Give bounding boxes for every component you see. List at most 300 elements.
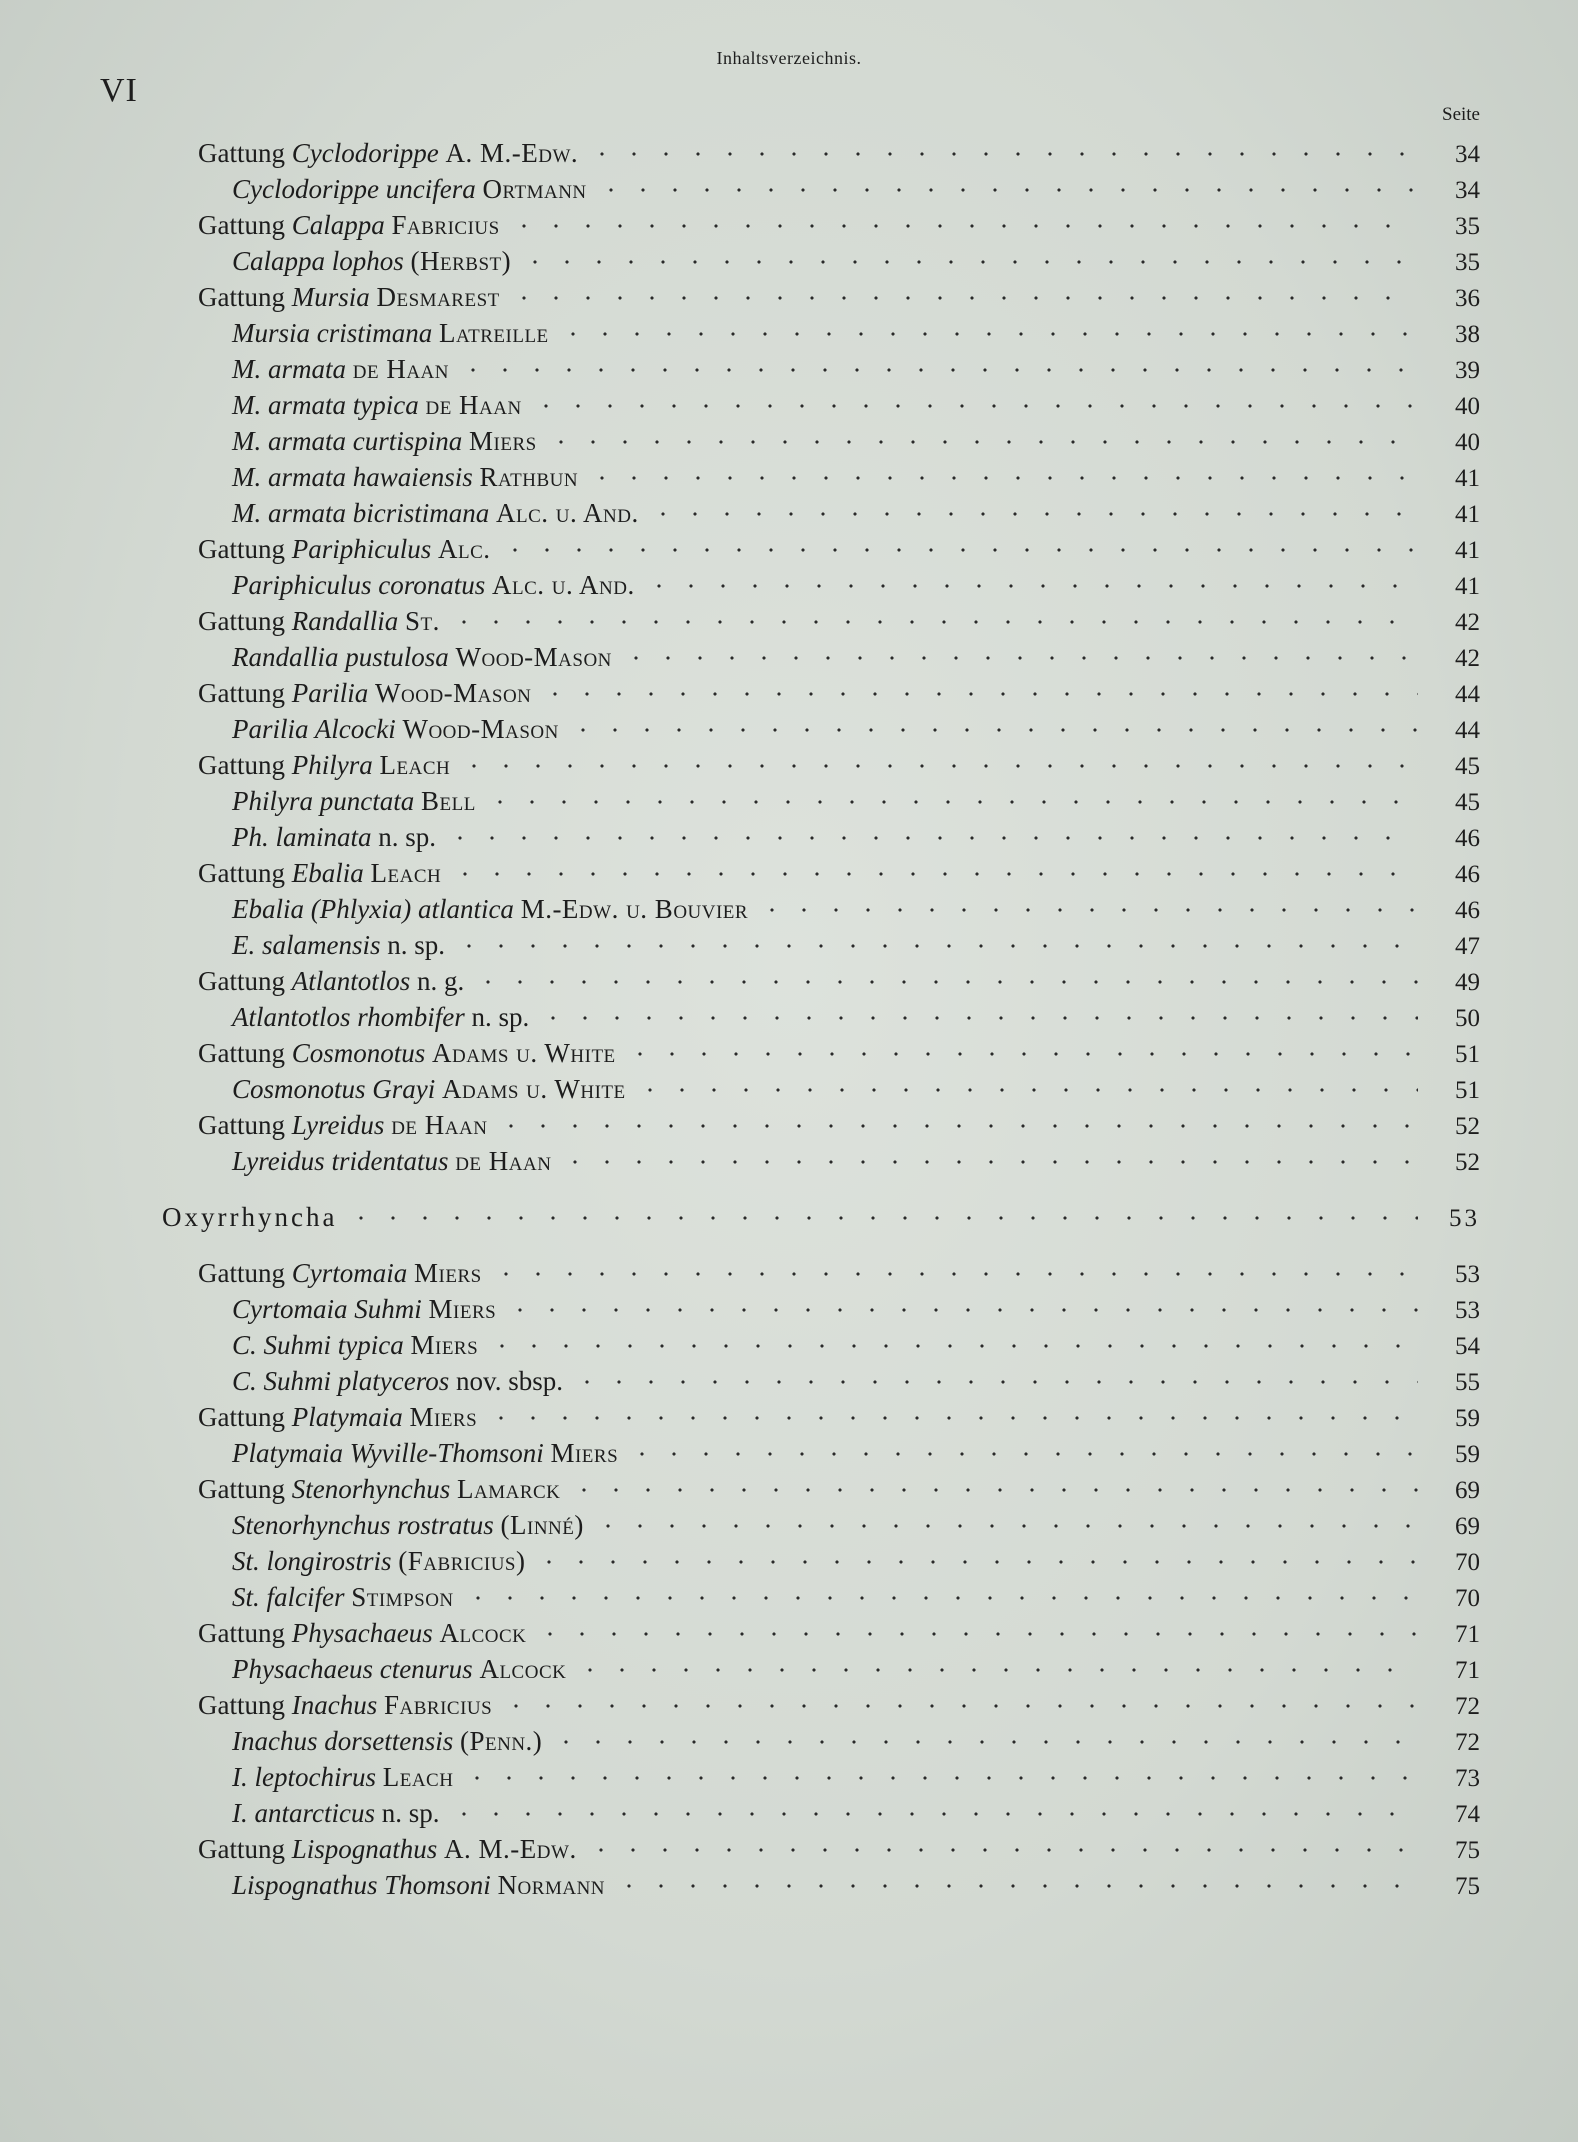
toc-species-entry [160,318,1480,354]
taxon-author: A. M.-Edw. [445,138,579,168]
taxon-author: Alc. u. And. [492,570,635,600]
dot-leader [448,618,1418,626]
taxon-name: Cyclodorippe [291,138,439,168]
toc-species-entry [160,462,1480,498]
entry-page-number: 35 [1455,213,1480,240]
entry-label [232,174,587,205]
taxon-author: de Haan [352,354,449,384]
dot-leader [571,1378,1418,1386]
dot-leader [545,438,1418,446]
toc-species-entry [160,714,1480,750]
entry-page-number: 69 [1455,1513,1480,1540]
entry-label [232,1654,566,1685]
entry-prefix: Gattung [198,1834,285,1864]
dot-leader [626,1450,1418,1458]
dot-leader [490,1270,1418,1278]
entry-label [198,1110,487,1141]
dot-leader [756,906,1418,914]
taxon-author: Lamarck [456,1474,561,1504]
toc-species-entry [160,1582,1480,1618]
entry-page-number: 53 [1455,1261,1480,1288]
taxon-name: C. Suhmi platyceros [232,1366,450,1396]
entry-prefix: Gattung [198,210,285,240]
taxon-author: M.-Edw. u. Bouvier [520,894,749,924]
toc-genus-entry [160,1402,1480,1438]
toc-species-entry [160,930,1480,966]
toc-genus-entry [160,606,1480,642]
taxon-name: Ph. laminata [232,822,372,852]
toc-species-entry [160,1330,1480,1366]
taxon-name: Pariphiculus coronatus [232,570,486,600]
entry-page-number: 42 [1455,609,1480,636]
taxon-author: Desmarest [376,282,500,312]
taxon-author: Leach [382,1762,454,1792]
taxon-author: Miers [428,1294,497,1324]
entry-page-number: 71 [1455,1621,1480,1648]
entry-label [232,354,449,385]
taxon-author: Normann [497,1870,606,1900]
taxon-name: E. salamensis [232,930,381,960]
entry-label [232,642,612,673]
entry-page-number: 70 [1455,1585,1480,1612]
toc-genus-entry [160,1474,1480,1510]
toc-species-entry [160,1870,1480,1906]
dot-leader [533,1558,1418,1566]
toc-species-entry [160,822,1480,858]
entry-label [198,534,491,565]
entry-label [198,282,500,313]
toc-species-entry [160,1366,1480,1402]
entry-prefix: Gattung [198,1038,285,1068]
dot-leader [592,1522,1418,1530]
entry-label [162,1202,337,1233]
entry-page-number: 35 [1455,249,1480,276]
entry-label [198,966,464,997]
entry-page-number: 75 [1455,1837,1480,1864]
entry-page-number: 69 [1455,1477,1480,1504]
toc-genus-entry [160,210,1480,246]
dot-leader [550,1738,1418,1746]
toc-species-entry [160,570,1480,606]
taxon-name: Cosmonotus [291,1038,426,1068]
entry-page-number: 40 [1455,393,1480,420]
entry-page-number: 41 [1455,501,1480,528]
dot-leader [508,222,1418,230]
taxon-author: Alcock [479,1654,567,1684]
entry-label [198,858,441,889]
taxon-name: M. armata curtispina [232,426,463,456]
entry-page-number: 45 [1455,789,1480,816]
entry-prefix: Gattung [198,1618,285,1648]
entry-label [198,1834,577,1865]
toc-genus-entry [160,678,1480,714]
entry-page-number: 46 [1455,861,1480,888]
entry-prefix: Gattung [198,678,285,708]
entry-page-number: 53 [1455,1297,1480,1324]
taxon-author: de Haan [391,1110,488,1140]
taxon-name: Inachus [291,1690,378,1720]
entry-page-number: 74 [1455,1801,1480,1828]
taxon-name: Ebalia (Phlyxia) atlantica [232,894,514,924]
entry-page-number: 47 [1455,933,1480,960]
taxon-author: Wood-Mason [402,714,559,744]
taxon-name: Philyra [291,750,373,780]
entry-prefix: Gattung [198,606,285,636]
taxon-name: Mursia [291,282,370,312]
taxon-name: Mursia cristimana [232,318,433,348]
dot-leader [472,978,1418,986]
entry-prefix: Gattung [198,858,285,888]
entry-page-number: 45 [1455,753,1480,780]
taxon-author: n. sp. [471,1002,530,1032]
toc-species-entry [160,426,1480,462]
toc-species-entry [160,390,1480,426]
taxon-name: Physachaeus ctenurus [232,1654,473,1684]
taxon-name: Platymaia [291,1402,403,1432]
entry-label [232,1074,626,1105]
taxon-author: Miers [410,1330,479,1360]
entry-label [232,318,549,349]
entry-label [232,822,436,853]
entry-label [232,894,748,925]
toc-genus-entry [160,1618,1480,1654]
taxon-name: Stenorhynchus [291,1474,451,1504]
entry-page-number: 50 [1455,1005,1480,1032]
dot-leader [508,294,1418,302]
taxon-author: Adams u. White [442,1074,626,1104]
dot-leader [449,870,1418,878]
taxon-author: de Haan [455,1146,552,1176]
dot-leader [485,1414,1418,1422]
table-of-contents [160,138,1480,1906]
taxon-name: Platymaia Wyville-Thomsoni [232,1438,544,1468]
dot-leader [486,1342,1418,1350]
entry-page-number: 73 [1455,1765,1480,1792]
entry-page-number: 49 [1455,969,1480,996]
entry-page-number: 59 [1455,1405,1480,1432]
entry-label [232,1726,542,1757]
taxon-name: I. leptochirus [232,1762,376,1792]
entry-label [232,1870,605,1901]
dot-leader [613,1882,1418,1890]
entry-page-number: 34 [1455,177,1480,204]
taxon-name: C. Suhmi typica [232,1330,404,1360]
taxon-author: n. sp. [378,822,437,852]
dot-leader [453,942,1418,950]
toc-species-entry [160,354,1480,390]
toc-species-entry [160,1726,1480,1762]
entry-label [232,786,476,817]
taxon-author: Latreille [439,318,549,348]
taxon-name: Physachaeus [291,1618,433,1648]
taxon-author: Wood-Mason [455,642,612,672]
entry-label [232,1582,454,1613]
entry-prefix: Gattung [198,1402,285,1432]
dot-leader [585,1846,1418,1854]
entry-label [232,1510,584,1541]
taxon-name: M. armata [232,354,346,384]
toc-section-heading [160,1202,1480,1238]
page-number: VI [100,72,138,109]
taxon-author: Miers [550,1438,619,1468]
toc-species-entry [160,498,1480,534]
toc-species-entry [160,1294,1480,1330]
dot-leader [495,1122,1418,1130]
taxon-name: Randallia pustulosa [232,642,449,672]
taxon-author: Wood-Mason [375,678,532,708]
entry-label [198,1402,477,1433]
taxon-name: Cyrtomaia [291,1258,408,1288]
taxon-author: Alcock [439,1618,527,1648]
entry-label [232,426,537,457]
taxon-name: Parilia Alcocki [232,714,396,744]
entry-label [232,498,639,529]
dot-leader [620,654,1418,662]
entry-page-number: 46 [1455,897,1480,924]
taxon-author: Alc. [438,534,491,564]
taxon-author: Miers [409,1402,478,1432]
dot-leader [530,402,1418,410]
taxon-name: Lyreidus tridentatus [232,1146,449,1176]
taxon-author: Miers [469,426,537,456]
entry-label [232,930,445,961]
entry-page-number: 55 [1455,1369,1480,1396]
entry-page-number: 36 [1455,285,1480,312]
running-title: Inhaltsverzeichnis. [716,48,862,68]
entry-page-number: 41 [1455,465,1480,492]
dot-leader [519,258,1418,266]
toc-genus-entry [160,1258,1480,1294]
toc-species-entry [160,786,1480,822]
entry-label [198,138,578,169]
taxon-name: M. armata bicristimana [232,498,490,528]
taxon-author: Stimpson [351,1582,454,1612]
dot-leader [634,1086,1418,1094]
dot-leader [568,1486,1418,1494]
dot-leader [458,762,1418,770]
entry-label [232,1438,618,1469]
toc-species-entry [160,1002,1480,1038]
taxon-author: (Linné) [500,1510,584,1540]
entry-page-number: 41 [1455,537,1480,564]
taxon-author: de Haan [425,390,522,420]
entry-label [198,1258,482,1289]
entry-page-number: 40 [1455,429,1480,456]
entry-label [232,1330,478,1361]
toc-species-entry [160,894,1480,930]
taxon-name: Cyrtomaia Suhmi [232,1294,422,1324]
entry-page-number: 51 [1455,1077,1480,1104]
taxon-name: I. antarcticus [232,1798,375,1828]
entry-page-number: 39 [1455,357,1480,384]
dot-leader [345,1214,1418,1222]
toc-species-entry [160,1762,1480,1798]
dot-leader [567,726,1418,734]
entry-prefix: Gattung [198,534,285,564]
entry-page-number: 54 [1455,1333,1480,1360]
entry-prefix: Gattung [198,1474,285,1504]
toc-genus-entry [160,138,1480,174]
dot-leader [444,834,1418,842]
toc-species-entry [160,1546,1480,1582]
entry-label [198,750,450,781]
taxon-author: Leach [370,858,442,888]
dot-leader [499,546,1418,554]
dot-leader [462,1594,1418,1602]
toc-genus-entry [160,1110,1480,1146]
toc-species-entry [160,1510,1480,1546]
taxon-name: Calappa [291,210,385,240]
taxon-author: Miers [414,1258,482,1288]
entry-page-number: 51 [1455,1041,1480,1068]
entry-page-number: 44 [1455,681,1480,708]
section-name: Oxyrrhyncha [162,1202,338,1232]
dot-leader [557,330,1418,338]
entry-label [232,462,578,493]
toc-genus-entry [160,282,1480,318]
entry-page-number: 59 [1455,1441,1480,1468]
toc-species-entry [160,1438,1480,1474]
dot-leader [624,1050,1418,1058]
taxon-author: n. sp. [387,930,446,960]
toc-genus-entry [160,1690,1480,1726]
entry-prefix: Gattung [198,138,285,168]
toc-species-entry [160,1146,1480,1182]
entry-label [232,1798,440,1829]
taxon-name: Cosmonotus Grayi [232,1074,436,1104]
taxon-name: St. falcifer [232,1582,345,1612]
entry-prefix: Gattung [198,1258,285,1288]
entry-label [198,1474,560,1505]
entry-page-number: 72 [1455,1693,1480,1720]
dot-leader [500,1702,1418,1710]
taxon-name: Philyra punctata [232,786,415,816]
entry-prefix: Gattung [198,966,285,996]
taxon-author: Rathbun [479,462,579,492]
entry-page-number: 70 [1455,1549,1480,1576]
entry-label [232,1546,525,1577]
dot-leader [574,1666,1418,1674]
dot-leader [643,582,1418,590]
page-column-label: Seite [1442,104,1480,125]
taxon-author: (Herbst) [410,246,512,276]
toc-species-entry [160,174,1480,210]
entry-prefix: Gattung [198,282,285,312]
dot-leader [539,690,1418,698]
entry-prefix: Gattung [198,750,285,780]
entry-page-number: 34 [1455,141,1480,168]
toc-genus-entry [160,1834,1480,1870]
entry-label [232,246,511,277]
entry-page-number: 71 [1455,1657,1480,1684]
taxon-author: Bell [420,786,476,816]
dot-leader [647,510,1418,518]
entry-label [232,1366,563,1397]
entry-page-number: 41 [1455,573,1480,600]
taxon-author: Leach [379,750,451,780]
entry-page-number: 53 [1449,1205,1480,1232]
taxon-name: M. armata hawaiensis [232,462,473,492]
entry-label [198,210,500,241]
toc-species-entry [160,642,1480,678]
entry-page-number: 46 [1455,825,1480,852]
entry-label [232,714,559,745]
taxon-author: Adams u. White [432,1038,616,1068]
entry-label [232,1294,496,1325]
taxon-name: M. armata typica [232,390,419,420]
taxon-author: (Fabricius) [398,1546,526,1576]
taxon-name: Ebalia [291,858,364,888]
entry-page-number: 52 [1455,1113,1480,1140]
entry-page-number: 44 [1455,717,1480,744]
dot-leader [484,798,1418,806]
entry-label [232,1146,551,1177]
taxon-author: St. [405,606,440,636]
entry-label [198,606,440,637]
taxon-author: Fabricius [391,210,500,240]
entry-label [232,570,635,601]
taxon-name: Atlantotlos rhombifer [232,1002,465,1032]
taxon-name: St. longirostris [232,1546,392,1576]
entry-label [198,1690,492,1721]
toc-genus-entry [160,966,1480,1002]
toc-species-entry [160,1798,1480,1834]
taxon-author: Alc. u. And. [496,498,639,528]
toc-genus-entry [160,750,1480,786]
taxon-author: A. M.-Edw. [444,1834,577,1864]
toc-genus-entry [160,858,1480,894]
taxon-name: Atlantotlos [291,966,411,996]
taxon-name: Lispognathus Thomsoni [232,1870,491,1900]
taxon-author: Fabricius [383,1690,493,1720]
taxon-name: Lispognathus [291,1834,438,1864]
entry-page-number: 52 [1455,1149,1480,1176]
taxon-name: Cyclodorippe uncifera [232,174,476,204]
dot-leader [559,1158,1418,1166]
dot-leader [504,1306,1418,1314]
entry-label [232,1002,529,1033]
entry-label [198,1618,526,1649]
taxon-author: (Penn.) [459,1726,543,1756]
taxon-author: nov. sbsp. [455,1366,563,1396]
taxon-author: Ortmann [482,174,587,204]
dot-leader [534,1630,1418,1638]
entry-page-number: 75 [1455,1873,1480,1900]
entry-label [232,1762,453,1793]
entry-page-number: 72 [1455,1729,1480,1756]
toc-species-entry [160,1654,1480,1690]
toc-genus-entry [160,534,1480,570]
dot-leader [461,1774,1418,1782]
entry-page-number: 38 [1455,321,1480,348]
taxon-name: Pariphiculus [291,534,432,564]
entry-page-number: 42 [1455,645,1480,672]
toc-species-entry [160,246,1480,282]
toc-genus-entry [160,1038,1480,1074]
taxon-name: Inachus dorsettensis [232,1726,454,1756]
dot-leader [537,1014,1418,1022]
entry-prefix: Gattung [198,1110,285,1140]
taxon-name: Calappa lophos [232,246,404,276]
dot-leader [448,1810,1419,1818]
dot-leader [457,366,1418,374]
dot-leader [586,150,1418,158]
entry-prefix: Gattung [198,1690,285,1720]
taxon-name: Lyreidus [291,1110,385,1140]
taxon-author: n. sp. [381,1798,440,1828]
entry-label [232,390,522,421]
dot-leader [595,186,1418,194]
